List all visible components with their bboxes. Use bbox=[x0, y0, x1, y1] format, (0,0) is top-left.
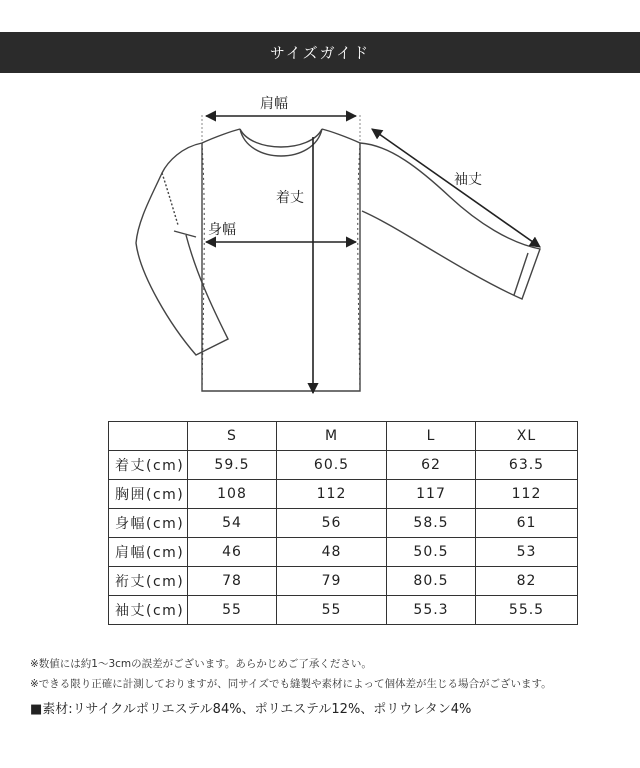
table-row bbox=[109, 567, 578, 596]
table-header-cell: L bbox=[387, 422, 476, 451]
row-label: 着丈(cm) bbox=[109, 451, 188, 480]
table-cell: 58.5 bbox=[387, 509, 476, 538]
row-label: 肩幅(cm) bbox=[109, 538, 188, 567]
size-guide-header bbox=[0, 32, 640, 73]
table-cell: 82 bbox=[476, 567, 578, 596]
material-info: ■素材:リサイクルポリエステル84%、ポリエステル12%、ポリウレタン4% bbox=[30, 702, 472, 717]
table-row bbox=[109, 509, 578, 538]
table-cell: 55 bbox=[277, 596, 387, 625]
table-cell: 78 bbox=[188, 567, 277, 596]
size-guide-title: サイズガイド bbox=[269, 44, 371, 62]
table-header-cell: S bbox=[188, 422, 277, 451]
table-cell: 48 bbox=[277, 538, 387, 567]
body-width-label: 身幅 bbox=[208, 222, 236, 238]
table-row bbox=[109, 480, 578, 509]
shoulder-width-measure bbox=[202, 115, 360, 143]
table-row bbox=[109, 596, 578, 625]
garment-diagram bbox=[0, 85, 640, 405]
table-cell: 50.5 bbox=[387, 538, 476, 567]
table-cell: 117 bbox=[387, 480, 476, 509]
row-label: 袖丈(cm) bbox=[109, 596, 188, 625]
table-cell: 53 bbox=[476, 538, 578, 567]
row-label: 胸囲(cm) bbox=[109, 480, 188, 509]
table-cell: 62 bbox=[387, 451, 476, 480]
size-table bbox=[108, 421, 578, 625]
table-cell: 108 bbox=[188, 480, 277, 509]
table-cell: 54 bbox=[188, 509, 277, 538]
table-row bbox=[109, 451, 578, 480]
table-cell: 59.5 bbox=[188, 451, 277, 480]
table-cell: 63.5 bbox=[476, 451, 578, 480]
table-cell: 61 bbox=[476, 509, 578, 538]
table-header-cell bbox=[109, 422, 188, 451]
table-cell: 60.5 bbox=[277, 451, 387, 480]
row-label: 裄丈(cm) bbox=[109, 567, 188, 596]
table-cell: 55 bbox=[188, 596, 277, 625]
table-cell: 55.5 bbox=[476, 596, 578, 625]
table-header-cell: XL bbox=[476, 422, 578, 451]
table-row bbox=[109, 538, 578, 567]
shoulder-width-label: 肩幅 bbox=[260, 96, 288, 112]
table-cell: 80.5 bbox=[387, 567, 476, 596]
note-error-margin: ※数値には約1〜3cmの誤差がございます。あらかじめご了承ください。 bbox=[30, 658, 372, 670]
table-cell: 79 bbox=[277, 567, 387, 596]
table-header-row bbox=[109, 422, 578, 451]
long-sleeve-shirt-illustration bbox=[0, 85, 640, 405]
sleeve-length-label: 袖丈 bbox=[454, 172, 482, 188]
table-cell: 56 bbox=[277, 509, 387, 538]
table-cell: 112 bbox=[476, 480, 578, 509]
row-label: 身幅(cm) bbox=[109, 509, 188, 538]
table-cell: 55.3 bbox=[387, 596, 476, 625]
table-cell: 112 bbox=[277, 480, 387, 509]
notes bbox=[30, 654, 630, 694]
table-header-cell: M bbox=[277, 422, 387, 451]
table-cell: 46 bbox=[188, 538, 277, 567]
length-label: 着丈 bbox=[276, 190, 304, 206]
note-individual-difference: ※できる限り正確に計測しておりますが、同サイズでも縫製や素材によって個体差が生じる場合がございます。 bbox=[30, 678, 552, 690]
